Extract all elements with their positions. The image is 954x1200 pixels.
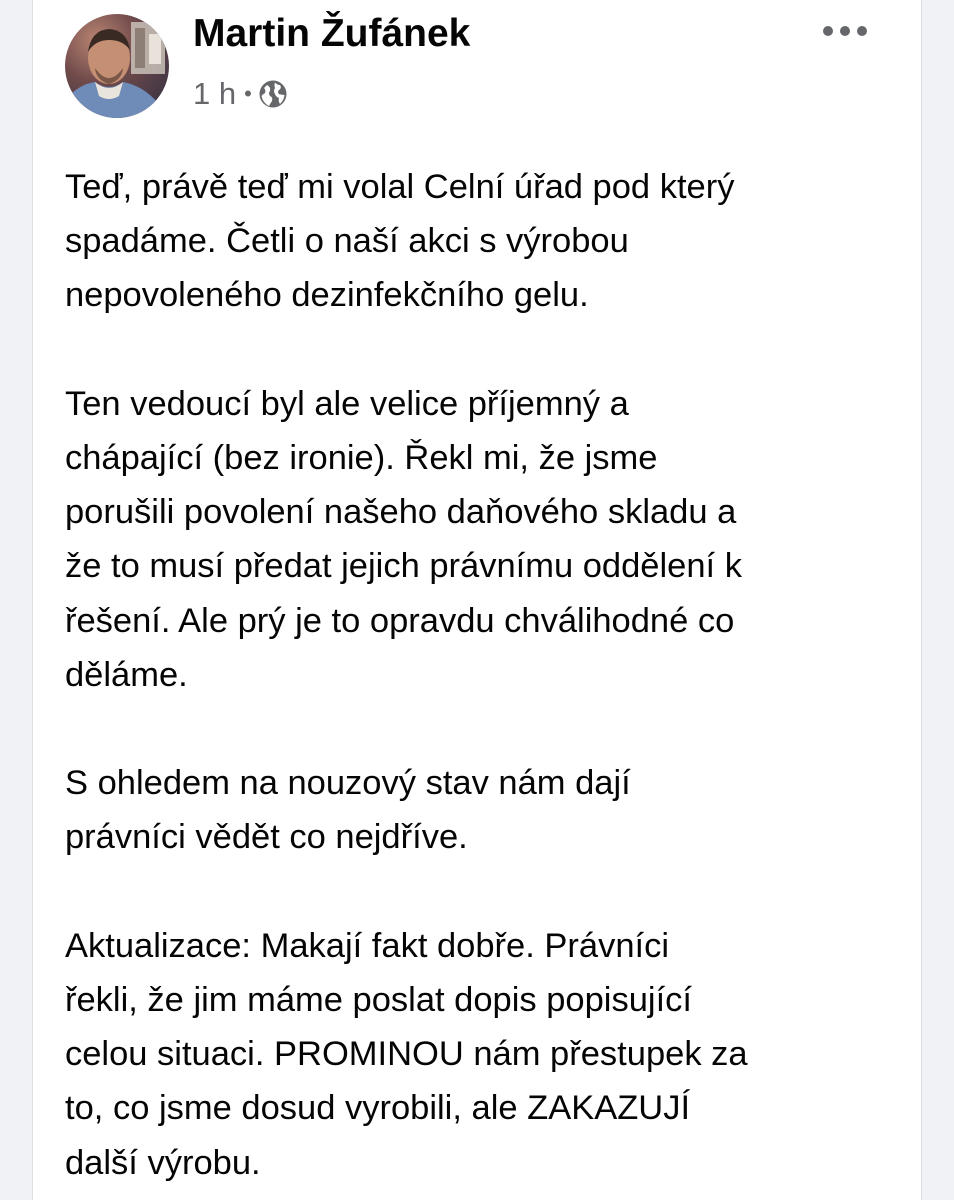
post-time[interactable]: 1 h — [193, 76, 237, 111]
post-paragraph — [65, 377, 905, 702]
post-text-line: právníci vědět co nejdříve. — [65, 818, 468, 857]
globe-icon[interactable] — [258, 79, 288, 109]
post-text-line: Aktualizace: Makají fakt dobře. Právníci — [65, 926, 670, 965]
post-paragraph — [65, 919, 905, 1190]
post-text-line: Teď, právě teď mi volal Celní úřad pod který — [65, 168, 735, 206]
post-text — [65, 160, 905, 1200]
meta-separator: • — [244, 81, 252, 106]
more-horizontal-icon-dot — [823, 26, 833, 36]
post-text-line: řekli, že jim máme poslat dopis popisující — [65, 981, 692, 1019]
post-text-line: chápající (bez ironie). Řekl mi, že jsme — [65, 439, 658, 477]
post-text-line: děláme. — [65, 655, 188, 694]
post-meta — [193, 72, 288, 116]
post-text-line: Ten vedoucí byl ale velice příjemný a — [65, 384, 629, 423]
post-text-line: další výrobu. — [65, 1143, 261, 1182]
post-text-line: že to musí předat jejich právnímu oddělení k — [65, 547, 742, 586]
avatar-photo — [65, 14, 169, 118]
post-text-line: nepovoleného dezinfekčního gelu. — [65, 276, 589, 315]
post-paragraph — [65, 160, 905, 323]
avatar[interactable] — [65, 14, 169, 118]
post-card — [32, 0, 922, 1200]
author-name[interactable]: Martin Žufánek — [193, 12, 471, 55]
more-options-button[interactable] — [819, 22, 871, 40]
more-horizontal-icon-dot — [857, 26, 867, 36]
post-text-line: S ohledem na nouzový stav nám dají — [65, 764, 631, 803]
post-text-line: řešení. Ale prý je to opravdu chválihodné co — [65, 601, 735, 640]
more-horizontal-icon-dot — [840, 26, 850, 36]
post-text-line: celou situaci. PROMINOU nám přestupek za — [65, 1035, 748, 1074]
post-text-line: spadáme. Četli o naší akci s výrobou — [65, 222, 629, 261]
post-paragraph — [65, 756, 905, 864]
post-text-line: porušili povolení našeho daňového skladu a — [65, 493, 737, 532]
post-text-line: to, co jsme dosud vyrobili, ale ZAKAZUJÍ — [65, 1089, 691, 1128]
